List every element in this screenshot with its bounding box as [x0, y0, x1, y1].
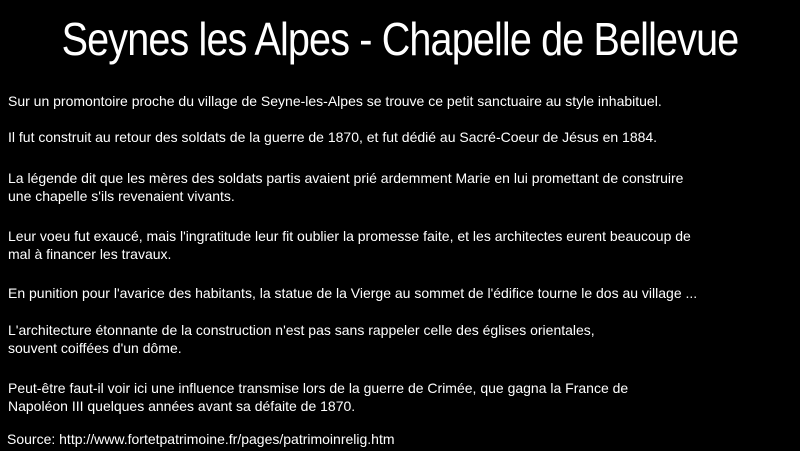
paragraph-1: Sur un promontoire proche du village de Seyne-les-Alpes se trouve ce petit sanctuaire au style inhabituel.: [8, 93, 662, 109]
paragraph-2: Il fut construit au retour des soldats de la guerre de 1870, et fut dédié au Sacré-Coeur de Jésus en 1884.: [8, 129, 658, 145]
paragraph-4: Leur voeu fut exaucé, mais l'ingratitude leur fit oublier la promesse faite, et les architectes eurent beaucoup de mal à financer les travaux.: [8, 228, 691, 262]
source-citation: Source: http://www.fortetpatrimoine.fr/pages/patrimoinrelig.htm: [7, 431, 395, 447]
paragraph-6: L'architecture étonnante de la construction n'est pas sans rappeler celle des églises orientales, souvent coiffées d'un dôme.: [8, 322, 595, 356]
paragraph-5: En punition pour l'avarice des habitants, la statue de la Vierge au sommet de l'édifice tourne le dos au village ...: [8, 285, 698, 301]
page-title: Seynes les Alpes - Chapelle de Bellevue: [61, 13, 739, 65]
paragraph-3: La légende dit que les mères des soldats partis avaient prié ardemment Marie en lui promettant de construire une chapelle s'ils revenaient vivants.: [8, 170, 684, 204]
paragraph-7: Peut-être faut-il voir ici une influence transmise lors de la guerre de Crimée, que gagna la France de Napoléon III quelques années avant sa défaite de 1870.: [8, 380, 629, 414]
